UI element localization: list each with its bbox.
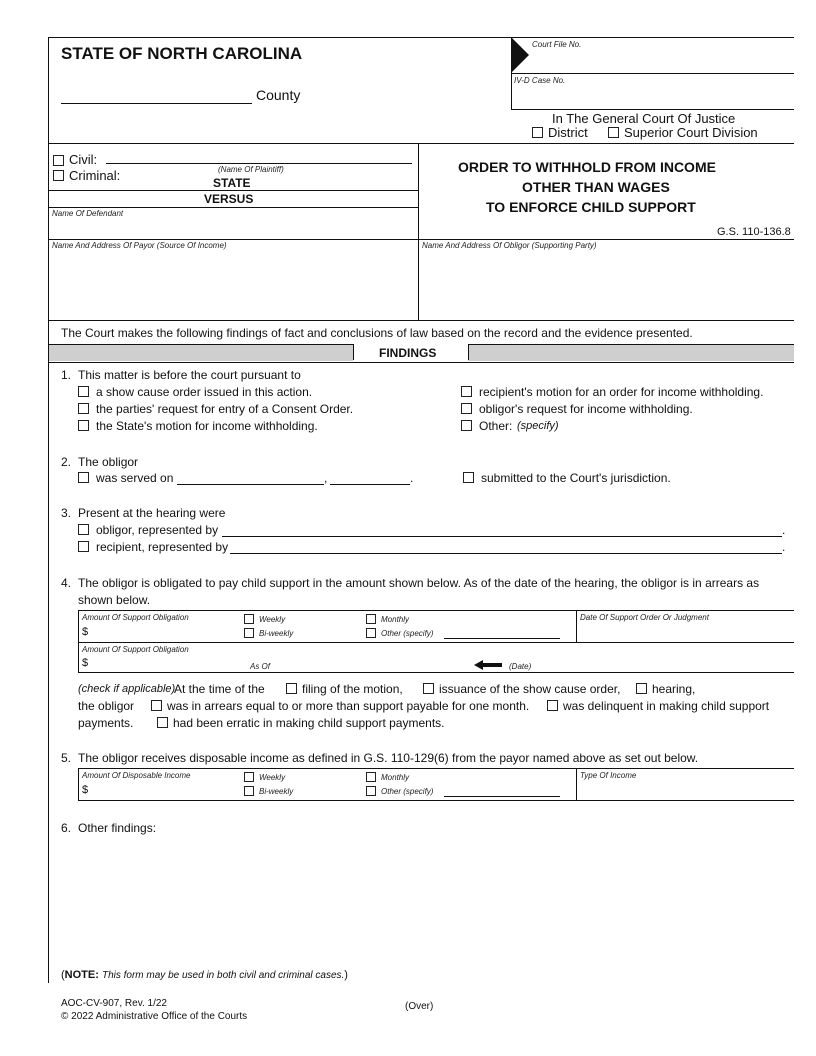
- note-label: NOTE:: [64, 969, 99, 981]
- civil-label: Civil:: [69, 152, 98, 167]
- arrears-checkbox[interactable]: [151, 700, 162, 711]
- served-label: was served on: [96, 471, 174, 485]
- consent-order-label: the parties' request for entry of a Consent Order.: [96, 402, 354, 416]
- versus-label: VERSUS: [204, 192, 254, 206]
- superior-court-checkbox[interactable]: [608, 127, 619, 138]
- other-basis-checkbox[interactable]: [461, 420, 472, 431]
- hearing-checkbox[interactable]: [636, 683, 647, 694]
- income-other-label: Other (specify): [381, 787, 434, 796]
- income-table-col-divider: [576, 768, 577, 801]
- superior-court-label: Superior Court Division: [624, 125, 758, 140]
- court-file-label: Court File No.: [532, 40, 582, 49]
- arrears-amount-dollar: $: [82, 657, 89, 669]
- form-title-line1: ORDER TO WITHHOLD FROM INCOME: [458, 159, 716, 175]
- state-motion-checkbox[interactable]: [78, 420, 89, 431]
- finding-4-line2: shown below.: [78, 593, 151, 607]
- payments-label: payments.: [78, 716, 134, 730]
- support-monthly-checkbox[interactable]: [366, 614, 376, 624]
- submitted-jurisdiction-checkbox[interactable]: [463, 472, 474, 483]
- recipient-present-label: recipient, represented by: [96, 540, 229, 554]
- finding-5-text: The obligor receives disposable income as defined in G.S. 110-129(6) from the payor named above as set out below.: [78, 751, 699, 765]
- county-label: County: [256, 87, 301, 103]
- finding-3-number: 3.: [61, 506, 72, 520]
- support-table-col-divider: [576, 610, 577, 642]
- income-biweekly-checkbox[interactable]: [244, 786, 254, 796]
- other-basis-specify: (specify): [517, 420, 559, 432]
- caption-bottom-line: [48, 320, 794, 321]
- finding-2-number: 2.: [61, 455, 72, 469]
- delinquent-label: was delinquent in making child support: [563, 699, 770, 713]
- findings-bar-right: [468, 345, 794, 361]
- finding-1-text: This matter is before the court pursuant to: [78, 368, 301, 382]
- recipient-attorney-line[interactable]: [230, 553, 782, 554]
- form-title-line3: TO ENFORCE CHILD SUPPORT: [486, 199, 696, 215]
- defendant-name-field[interactable]: [52, 220, 414, 238]
- ivd-underline: [511, 109, 794, 110]
- show-cause-label: a show cause order issued in this action.: [96, 385, 313, 399]
- support-amount-field[interactable]: [90, 625, 238, 640]
- consent-order-checkbox[interactable]: [78, 403, 89, 414]
- at-time-of-label: At the time of the: [174, 682, 265, 696]
- show-cause-issuance-label: issuance of the show cause order,: [439, 682, 621, 696]
- recipient-attorney-period: .: [782, 540, 786, 554]
- payor-label: Name And Address Of Payor (Source Of Income): [52, 241, 227, 250]
- payor-address-field[interactable]: [52, 253, 414, 317]
- finding-4-line1: The obligor is obligated to pay child support in the amount shown below. As of the date of the hearing, the obligor is in arrears as: [78, 576, 760, 590]
- date-of-order-field[interactable]: [580, 624, 792, 640]
- finding-1-number: 1.: [61, 368, 72, 382]
- support-weekly-checkbox[interactable]: [244, 614, 254, 624]
- filing-motion-label: filing of the motion,: [302, 682, 403, 696]
- versus-top-line: [48, 190, 418, 191]
- finding-6-number: 6.: [61, 821, 72, 835]
- over-label: (Over): [405, 1001, 434, 1012]
- header-bottom-border: [48, 143, 794, 144]
- served-year-line[interactable]: [330, 484, 410, 485]
- defendant-label: Name Of Defendant: [52, 209, 124, 218]
- findings-bottom-line: [48, 362, 794, 363]
- support-other-label: Other (specify): [381, 629, 434, 638]
- income-weekly-checkbox[interactable]: [244, 772, 254, 782]
- versus-bottom-line: [48, 207, 418, 208]
- finding-2-text: The obligor: [78, 455, 139, 469]
- support-amount-dollar: $: [82, 626, 89, 638]
- criminal-label: Criminal:: [69, 168, 121, 183]
- show-cause-issuance-checkbox[interactable]: [423, 683, 434, 694]
- plaintiff-name-line[interactable]: [106, 163, 412, 164]
- date-label: (Date): [509, 662, 532, 671]
- support-weekly-label: Weekly: [259, 615, 286, 624]
- other-findings-field[interactable]: [78, 838, 792, 958]
- left-border: [48, 37, 49, 983]
- support-other-checkbox[interactable]: [366, 628, 376, 638]
- income-monthly-checkbox[interactable]: [366, 772, 376, 782]
- ivd-case-label: IV-D Case No.: [514, 76, 566, 85]
- show-cause-checkbox[interactable]: [78, 386, 89, 397]
- other-basis-label: Other:: [479, 419, 513, 433]
- recipient-motion-label: recipient's motion for an order for income withholding.: [479, 385, 764, 399]
- arrears-amount-field[interactable]: [90, 656, 240, 671]
- defendant-bottom-line: [48, 239, 794, 240]
- type-of-income-label: Type Of Income: [580, 771, 637, 780]
- income-biweekly-label: Bi-weekly: [259, 787, 294, 796]
- district-checkbox[interactable]: [532, 127, 543, 138]
- income-monthly-label: Monthly: [381, 773, 410, 782]
- served-comma: ,: [324, 471, 328, 485]
- filing-motion-checkbox[interactable]: [286, 683, 297, 694]
- disposable-income-field[interactable]: [90, 783, 238, 798]
- finding-6-text: Other findings:: [78, 821, 157, 835]
- finding-4-number: 4.: [61, 576, 72, 590]
- support-table-row-divider: [78, 642, 794, 643]
- erratic-checkbox[interactable]: [157, 717, 168, 728]
- support-amount-label: Amount Of Support Obligation: [82, 613, 189, 622]
- finding-5-number: 5.: [61, 751, 72, 765]
- income-weekly-label: Weekly: [259, 773, 286, 782]
- served-checkbox[interactable]: [78, 472, 89, 483]
- district-label: District: [548, 125, 588, 140]
- as-of-label: As Of: [250, 662, 271, 671]
- finding-3-text: Present at the hearing were: [78, 506, 226, 520]
- top-border: [48, 37, 794, 38]
- civil-checkbox[interactable]: [53, 155, 64, 166]
- obligor-present-label: obligor, represented by: [96, 523, 219, 537]
- county-name-line[interactable]: [61, 103, 252, 104]
- obligor-request-checkbox[interactable]: [461, 403, 472, 414]
- form-id: AOC-CV-907, Rev. 1/22: [61, 998, 167, 1009]
- as-of-date-field[interactable]: [280, 656, 470, 671]
- arrow-left-icon: [474, 660, 502, 670]
- state-motion-label: the State's motion for income withholding.: [96, 419, 318, 433]
- obligor-present-checkbox[interactable]: [78, 524, 89, 535]
- criminal-checkbox[interactable]: [53, 170, 64, 181]
- obligor-address-label: Name And Address Of Obligor (Supporting Party): [422, 241, 597, 250]
- support-other-line[interactable]: [444, 638, 560, 639]
- court-file-number-field[interactable]: [532, 52, 792, 72]
- served-date-line[interactable]: [177, 484, 324, 485]
- state-title: STATE OF NORTH CAROLINA: [61, 44, 303, 63]
- delinquent-checkbox[interactable]: [547, 700, 558, 711]
- recipient-motion-checkbox[interactable]: [461, 386, 472, 397]
- note-text: This form may be used in both civil and criminal cases.: [101, 970, 345, 981]
- disposable-income-dollar: $: [82, 784, 89, 796]
- copyright: © 2022 Administrative Office of the Courts: [61, 1011, 248, 1022]
- file-number-arrow-icon: [511, 37, 531, 73]
- plaintiff-label: (Name Of Plaintiff): [218, 165, 284, 174]
- support-biweekly-checkbox[interactable]: [244, 628, 254, 638]
- state-party-label: STATE: [213, 176, 251, 190]
- form-title-line2: OTHER THAN WAGES: [522, 179, 670, 195]
- note-line: [61, 969, 348, 982]
- findings-header: FINDINGS: [379, 346, 437, 360]
- note-close: ): [344, 969, 348, 981]
- arrears-amount-label: Amount Of Support Obligation: [82, 645, 189, 654]
- intro-statement: The Court makes the following findings of fact and conclusions of law based on the record and the evidence presented.: [61, 326, 693, 340]
- obligor-address-field[interactable]: [422, 253, 792, 317]
- arrears-label: was in arrears equal to or more than support payable for one month.: [167, 699, 530, 713]
- recipient-present-checkbox[interactable]: [78, 541, 89, 552]
- caption-divider: [418, 143, 419, 320]
- obligor-request-label: obligor's request for income withholding.: [479, 402, 693, 416]
- obligor-attorney-period: .: [782, 523, 786, 537]
- income-other-line[interactable]: [444, 796, 560, 797]
- support-biweekly-label: Bi-weekly: [259, 629, 294, 638]
- disposable-income-label: Amount Of Disposable Income: [82, 771, 191, 780]
- date-of-order-label: Date Of Support Order Or Judgment: [580, 613, 709, 622]
- file-no-underline: [511, 73, 794, 74]
- erratic-label: had been erratic in making child support payments.: [173, 716, 445, 730]
- income-other-checkbox[interactable]: [366, 786, 376, 796]
- type-of-income-field[interactable]: [580, 782, 792, 799]
- ivd-case-number-field[interactable]: [514, 88, 792, 108]
- check-if-applicable: (check if applicable): [78, 683, 176, 695]
- served-period: .: [410, 471, 414, 485]
- support-monthly-label: Monthly: [381, 615, 410, 624]
- note-open: (: [61, 969, 65, 981]
- the-obligor-label: the obligor: [78, 699, 135, 713]
- submitted-jurisdiction-label: submitted to the Court's jurisdiction.: [481, 471, 671, 485]
- obligor-attorney-line[interactable]: [222, 536, 782, 537]
- findings-bar-left: [49, 345, 353, 361]
- court-name: In The General Court Of Justice: [552, 111, 736, 126]
- statute-reference: G.S. 110-136.8: [717, 226, 791, 238]
- hearing-label: hearing,: [652, 682, 696, 696]
